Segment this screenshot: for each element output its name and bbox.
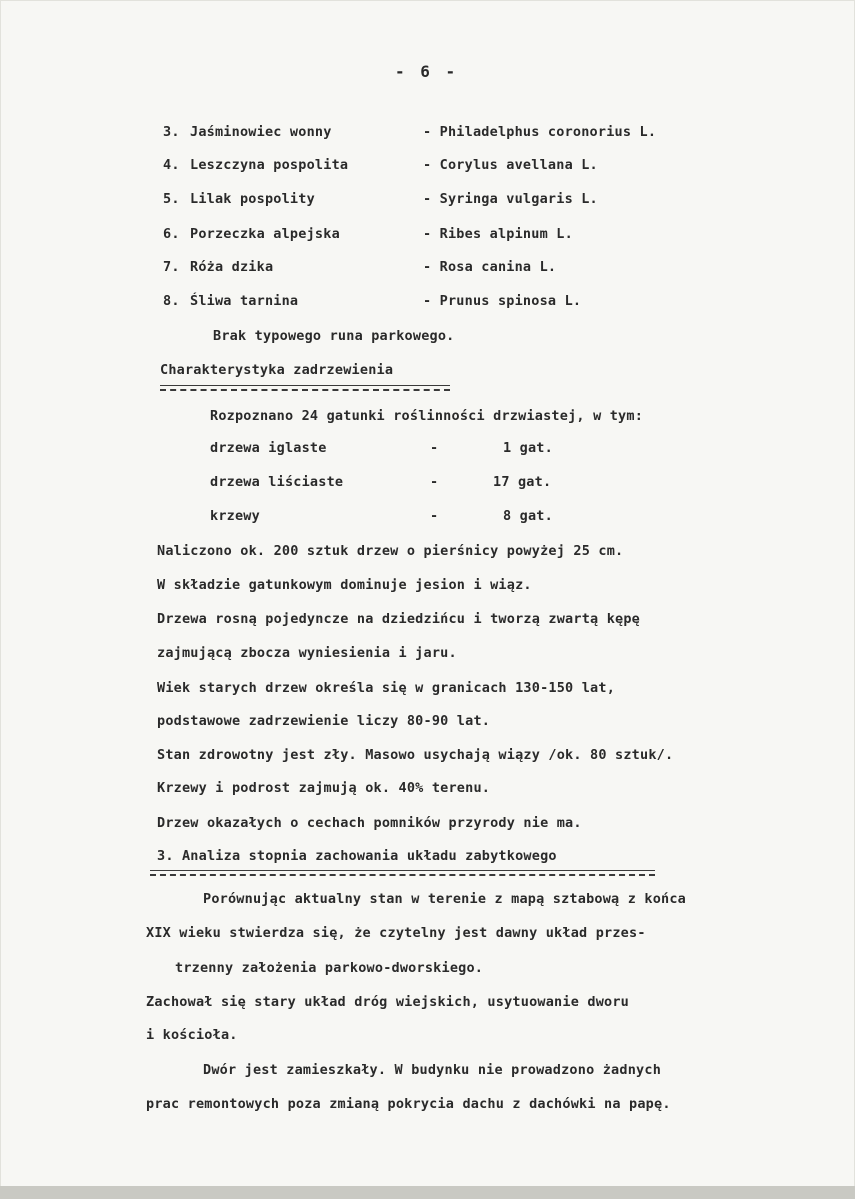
count-value: 8 gat. [503, 508, 553, 524]
list-item-polish: Róża dzika [190, 259, 274, 275]
list-item-latin: - Rosa canina L. [423, 259, 557, 275]
paragraph-line: W składzie gatunkowym dominuje jesion i wiąz. [157, 577, 532, 593]
species-count-intro: Rozpoznano 24 gatunki roślinności drzwiastej, w tym: [210, 408, 644, 424]
count-dash: - [430, 440, 439, 456]
list-item-num: 4. [163, 157, 180, 173]
paragraph-line: Krzewy i podrost zajmują ok. 40% terenu. [157, 780, 491, 796]
scan-bottom-edge [0, 1186, 855, 1199]
list-item-polish: Porzeczka alpejska [190, 226, 340, 242]
count-label: krzewy [210, 508, 260, 524]
paragraph-line: Drzewa rosną pojedyncze na dziedzińcu i tworzą zwartą kępę [157, 611, 641, 627]
count-dash: - [430, 474, 439, 490]
paragraph-line: Wiek starych drzew określa się w granicach 130-150 lat, [157, 680, 616, 696]
count-label: drzewa liściaste [210, 474, 344, 490]
list-item-num: 5. [163, 191, 180, 207]
paragraph-line: trzenny założenia parkowo-dworskiego. [175, 960, 484, 976]
paragraph-line: XIX wieku stwierdza się, że czytelny jest dawny układ przes- [146, 925, 646, 941]
paragraph-line: Stan zdrowotny jest zły. Masowo usychają wiązy /ok. 80 sztuk/. [157, 747, 674, 763]
heading-underline [160, 385, 450, 386]
list-item-latin: - Ribes alpinum L. [423, 226, 573, 242]
list-item-latin: - Corylus avellana L. [423, 157, 598, 173]
paragraph-line: Zachował się stary układ dróg wiejskich, usytuowanie dworu [146, 994, 630, 1010]
paragraph-line: Dwór jest zamieszkały. W budynku nie prowadzono żadnych [203, 1062, 662, 1078]
count-label: drzewa iglaste [210, 440, 327, 456]
paragraph-line: zajmującą zbocza wyniesienia i jaru. [157, 645, 457, 661]
list-item-num: 6. [163, 226, 180, 242]
list-item-latin: - Philadelphus coronorius L. [423, 124, 657, 140]
paragraph-line: Drzew okazałych o cechach pomników przyrody nie ma. [157, 815, 582, 831]
list-item-polish: Leszczyna pospolita [190, 157, 349, 173]
list-item-num: 7. [163, 259, 180, 275]
section-heading-stand: Charakterystyka zadrzewienia [160, 362, 394, 378]
paragraph-line: prac remontowych poza zmianą pokrycia dachu z dachówki na papę. [146, 1096, 671, 1112]
paragraph-line: Naliczono ok. 200 sztuk drzew o pierśnicy powyżej 25 cm. [157, 543, 624, 559]
paragraph-line: i kościoła. [146, 1027, 238, 1043]
heading-underline [160, 389, 450, 391]
list-item-polish: Lilak pospolity [190, 191, 315, 207]
list-item-latin: - Prunus spinosa L. [423, 293, 582, 309]
list-item-polish: Śliwa tarnina [190, 293, 299, 309]
paragraph-line: Porównując aktualny stan w terenie z mapą sztabową z końca [203, 891, 687, 907]
section-heading-analysis: 3. Analiza stopnia zachowania układu zabytkowego [157, 848, 557, 864]
count-value: 1 gat. [503, 440, 553, 456]
heading-underline [150, 870, 655, 871]
list-item-num: 3. [163, 124, 180, 140]
list-item-num: 8. [163, 293, 180, 309]
heading-underline [150, 874, 655, 876]
no-undergrowth-note: Brak typowego runa parkowego. [213, 328, 455, 344]
paragraph-line: podstawowe zadrzewienie liczy 80-90 lat. [157, 713, 491, 729]
list-item-latin: - Syringa vulgaris L. [423, 191, 598, 207]
count-value: 17 gat. [493, 474, 552, 490]
page-number: - 6 - [395, 62, 459, 81]
list-item-polish: Jaśminowiec wonny [190, 124, 332, 140]
count-dash: - [430, 508, 439, 524]
